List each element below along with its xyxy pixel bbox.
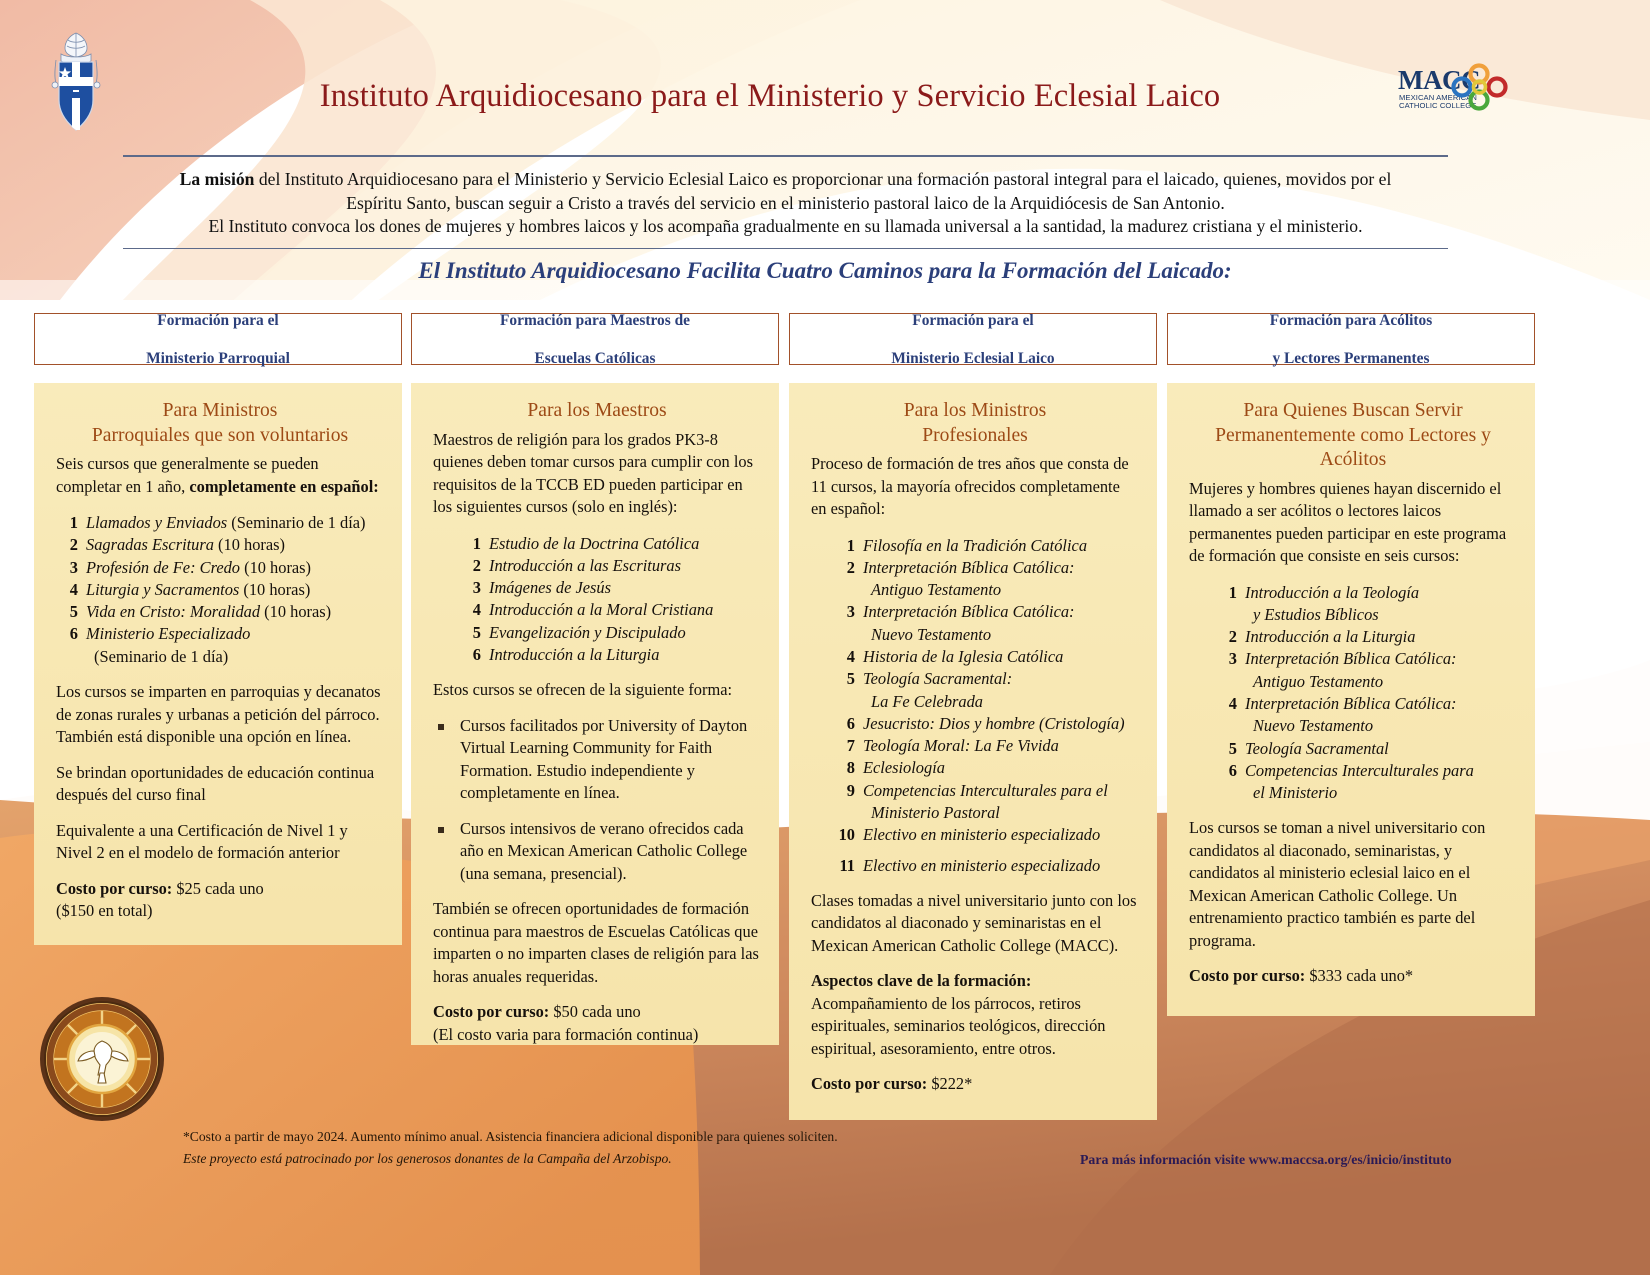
course-title-cont: Ministerio Pastoral: [871, 803, 1000, 823]
list-item: [459, 644, 761, 666]
key-aspects-label: Aspectos clave de la formación:: [811, 971, 1032, 991]
column-header-catholic-school-teachers: [411, 313, 779, 365]
col3-subhead-line1: Para los Ministros: [903, 400, 1047, 421]
col2-course-list: [459, 533, 761, 667]
course-title: Electivo en ministerio especializado: [863, 825, 1101, 845]
column-header-parish-ministry: [34, 313, 402, 365]
course-detail: (10 horas): [239, 579, 311, 599]
mission-line1: del Instituto Arquidiocesano para el Ministerio y Servicio Eclesial Laico es proporcionar una formación pastoral integral para el laicado, quienes, movidos por el: [254, 169, 1392, 189]
col3-subhead-line2: Profesionales: [922, 424, 1028, 446]
col1-cost-note: ($150 en total): [56, 901, 153, 921]
course-number: 6: [69, 624, 78, 644]
col2-bullet-2: Cursos intensivos de verano ofrecidos cada año en Mexican American Catholic College (una semana, presencial).: [433, 818, 761, 886]
cost-value: $50 cada uno: [549, 1002, 641, 1022]
col2-intro: Maestros de religión para los grados PK3-8 quienes deben tomar cursos para cumplir con los requisitos de la TCCB ED pueden participar en los siguientes cursos (solo en inglés):: [433, 429, 753, 516]
course-title: Interpretación Bíblica Católica:: [1245, 649, 1457, 669]
col1-intro-a: Seis cursos que generalmente se pueden completar en 1 año,: [56, 454, 319, 496]
course-detail: (Seminario de 1 día): [227, 513, 366, 532]
course-title: Imágenes de Jesús: [489, 578, 611, 598]
course-detail: (10 horas): [240, 557, 312, 577]
course-title: Vida en Cristo: Moralidad: [86, 602, 261, 622]
list-item: [1215, 738, 1517, 760]
course-title-cont: Antiguo Testamento: [871, 580, 1002, 600]
col3-subhead: [811, 399, 1139, 448]
course-title: Teología Sacramental:: [863, 669, 1013, 689]
course-title-cont: Antiguo Testamento: [1253, 671, 1384, 691]
course-title: Teología Moral: La Fe Vivida: [863, 736, 1059, 756]
col4-header-line2: y Lectores Permanentes: [1272, 349, 1430, 367]
course-number: 2: [846, 557, 855, 577]
course-title-cont: Nuevo Testamento: [1253, 716, 1374, 736]
course-title: Introducción a las Escrituras: [489, 555, 681, 575]
course-number: 2: [1228, 627, 1237, 647]
course-number: 6: [846, 713, 855, 733]
course-number: 4: [69, 579, 78, 599]
course-number: 2: [472, 555, 481, 575]
mission-lead: La misión: [179, 169, 255, 189]
col3-paragraph-1: Clases tomadas a nivel universitario junto con los candidatos al diaconado y seminaristas en el Mexican American Catholic College (MACC).: [811, 890, 1137, 955]
course-title: Interpretación Bíblica Católica:: [1245, 693, 1457, 713]
page-title: Instituto Arquidiocesano para el Ministerio y Servicio Eclesial Laico: [319, 78, 1221, 114]
list-item: [833, 557, 1139, 602]
course-title: Interpretación Bíblica Católica:: [863, 557, 1075, 577]
list-item: [56, 601, 384, 623]
column-body-acolytes-lectors: [1167, 383, 1535, 1016]
list-item: [833, 601, 1139, 646]
course-number: 3: [472, 578, 481, 598]
svg-text:MACC: MACC: [1398, 65, 1480, 95]
col1-paragraph-1: Los cursos se imparten en parroquias y decanatos de zonas rurales y urbanas a petición del párroco. También está disponible una opción en línea.: [56, 682, 381, 747]
col2-paragraph-1: Estos cursos se ofrecen de la siguiente forma:: [433, 680, 733, 700]
cost-label: Costo por curso:: [811, 1074, 928, 1094]
col4-cost: [1189, 965, 1517, 988]
course-number: 1: [472, 533, 481, 553]
course-detail: (10 horas): [260, 602, 332, 622]
list-item: [833, 668, 1139, 713]
course-title: Jesucristo: Dios y hombre (Cristología): [863, 713, 1125, 733]
course-title: Competencias Interculturales para el: [863, 780, 1108, 800]
course-number: 5: [69, 602, 78, 622]
col1-paragraph-2: Se brindan oportunidades de educación continua después del curso final: [56, 762, 375, 805]
course-number: 5: [846, 669, 855, 689]
list-item: [459, 533, 761, 555]
list-item: [56, 579, 384, 601]
course-title: Teología Sacramental: [1245, 738, 1389, 758]
course-title: Liturgia y Sacramentos: [86, 579, 240, 599]
course-number: 4: [1228, 693, 1237, 713]
cost-label: Costo por curso:: [1189, 966, 1306, 986]
col2-cost-note: (El costo varia para formación continua): [433, 1024, 699, 1044]
archdiocese-crest-shield-icon: [43, 30, 109, 134]
list-item: [56, 534, 384, 556]
list-item: [833, 855, 1139, 877]
col1-subhead: [56, 399, 384, 448]
list-item: [833, 824, 1139, 846]
course-number: 6: [1228, 760, 1237, 780]
svg-text:CATHOLIC COLLEGE: CATHOLIC COLLEGE: [1399, 101, 1477, 110]
course-number: 9: [846, 780, 855, 800]
col3-course-list: [833, 535, 1139, 877]
course-number: 3: [1228, 649, 1237, 669]
list-item: [833, 757, 1139, 779]
cost-value: $333 cada uno*: [1305, 966, 1414, 986]
list-item: [833, 780, 1139, 825]
footer-note-line1: *Costo a partir de mayo 2024. Aumento mínimo anual. Asistencia financiera adicional disponible para quienes soliciten.: [183, 1129, 838, 1144]
course-title: Filosofía en la Tradición Católica: [863, 535, 1088, 555]
col1-subhead-line2: Parroquiales que son voluntarios: [91, 424, 349, 446]
col2-header-line2: Escuelas Católicas: [534, 349, 656, 367]
column-body-lay-ecclesial-ministry: [789, 383, 1157, 1120]
course-title: Ministerio Especializado: [86, 624, 251, 644]
footer-notes: [183, 1126, 1063, 1170]
course-number: 5: [1228, 738, 1237, 758]
course-detail-cont: (Seminario de 1 día): [94, 646, 229, 666]
course-number: 10: [838, 825, 855, 845]
course-title: Interpretación Bíblica Católica:: [863, 602, 1075, 622]
column-header-lay-ecclesial-ministry: [789, 313, 1157, 365]
col4-paragraph-1: Los cursos se toman a nivel universitario con candidatos al diaconado, seminaristas, y candidatos al ministerio eclesial laico en el Mexican American Catholic College. Un entrenamiento practico también es parte del programa.: [1189, 818, 1486, 950]
list-item: [459, 555, 761, 577]
course-title-cont: el Ministerio: [1253, 783, 1338, 803]
col2-subhead: [433, 399, 761, 424]
list-item: [833, 646, 1139, 668]
course-detail: (10 horas): [213, 535, 285, 555]
column-body-parish-ministry: [34, 383, 402, 945]
list-item: [56, 557, 384, 579]
col1-course-list: [56, 512, 384, 668]
course-title: Eclesiología: [863, 758, 945, 778]
col3-header-line1: Formación para el: [912, 311, 1034, 329]
mission-statement-block: [123, 155, 1448, 249]
col1-cost: [56, 878, 384, 901]
divider-bottom: [123, 248, 1448, 250]
list-item: [459, 622, 761, 644]
course-number: 11: [839, 855, 855, 875]
course-title: Llamados y Enviados: [86, 513, 228, 532]
list-item: [1215, 582, 1517, 627]
course-number: 4: [846, 646, 855, 666]
column-body-catholic-school-teachers: [411, 383, 779, 1045]
cost-label: Costo por curso:: [56, 878, 173, 898]
course-number: 1: [69, 513, 78, 532]
course-title-cont: Nuevo Testamento: [871, 624, 992, 644]
list-item: [833, 735, 1139, 757]
holy-spirit-dove-medallion-icon: [38, 995, 166, 1123]
key-aspects-text: Acompañamiento de los párrocos, retiros espirituales, seminarios teológicos, dirección espiritual, asesoramiento, entre otros.: [811, 993, 1106, 1058]
course-title: Electivo en ministerio especializado: [863, 855, 1101, 875]
col4-subhead-line1: Para Quienes Buscan Servir: [1243, 400, 1463, 421]
list-item: [1215, 693, 1517, 738]
course-title: Competencias Interculturales para: [1245, 760, 1474, 780]
course-title: Estudio de la Doctrina Católica: [489, 533, 700, 553]
course-title: Profesión de Fe: Credo: [86, 557, 241, 577]
course-number: 5: [472, 622, 481, 642]
col4-header-line1: Formación para Acólitos: [1269, 311, 1433, 329]
course-number: 2: [69, 535, 78, 555]
col2-bullet-1: Cursos facilitados por University of Dayton Virtual Learning Community for Faith Formation. Estudio independiente y completamente en línea.: [433, 715, 761, 805]
list-item: [56, 623, 384, 668]
list-item: [1215, 760, 1517, 805]
col4-course-list: [1215, 582, 1517, 805]
col3-header-line2: Ministerio Eclesial Laico: [891, 349, 1055, 367]
course-title-cont: La Fe Celebrada: [871, 691, 983, 711]
course-number: 1: [846, 535, 855, 555]
footer-note-line2: Este proyecto está patrocinado por los generosos donantes de la Campaña del Arzobispo.: [183, 1151, 672, 1166]
col2-paragraph-2: También se ofrecen oportunidades de formación continua para maestros de Escuelas Católicas que imparten o no imparten clases de religión para las horas anuales requeridas.: [433, 899, 759, 986]
col4-subhead-line2: Permanentemente como Lectores y: [1215, 424, 1491, 446]
course-title: Sagradas Escritura: [86, 535, 214, 555]
mission-text: [123, 157, 1448, 248]
cost-value: $25 cada uno: [172, 878, 264, 898]
course-number: 7: [846, 736, 855, 756]
cost-value: $222*: [927, 1074, 973, 1094]
column-header-acolytes-lectors: [1167, 313, 1535, 365]
col2-subhead-line1: Para los Maestros: [527, 400, 667, 421]
course-number: 6: [472, 644, 481, 664]
mission-line3: El Instituto convoca los dones de mujeres y hombres laicos y los acompaña gradualmente en su llamada universal a la santidad, la madurez cristiana y el ministerio.: [208, 216, 1363, 236]
course-number: 8: [846, 758, 855, 778]
col1-header-line2: Ministerio Parroquial: [146, 349, 290, 367]
col1-header-line1: Formación para el: [157, 311, 279, 329]
section-subtitle: El Instituto Arquidiocesano Facilita Cuatro Caminos para la Formación del Laicado:: [418, 258, 1232, 283]
col1-paragraph-3: Equivalente a una Certificación de Nivel 1 y Nivel 2 en el modelo de formación anterior: [56, 820, 348, 863]
course-number: 4: [472, 600, 481, 620]
list-item: [459, 599, 761, 621]
course-title: Historia de la Iglesia Católica: [863, 646, 1064, 666]
col1-intro-b: completamente en español:: [189, 476, 379, 496]
list-item: [56, 512, 384, 534]
col4-intro: Mujeres y hombres quienes hayan discernido el llamado a ser acólitos o lectores laicos permanentes pueden participar en este programa de formación que consiste en seis cursos:: [1189, 478, 1507, 565]
list-item: [1215, 648, 1517, 693]
mission-line2: Espíritu Santo, buscan seguir a Cristo a través del servicio en el ministerio pastoral laico de la Arquidiócesis de San Antonio.: [346, 192, 1225, 213]
col3-cost: [811, 1073, 1139, 1096]
course-number: 3: [69, 557, 78, 577]
col3-intro: Proceso de formación de tres años que consta de 11 cursos, la mayoría ofrecidos completamente en español:: [811, 454, 1129, 518]
list-item: [833, 535, 1139, 557]
course-title: Introducción a la Moral Cristiana: [489, 600, 714, 620]
page-header: [0, 0, 1650, 148]
col4-subhead-line3: Acólitos: [1319, 449, 1387, 470]
course-title: Introducción a la Liturgia: [489, 644, 660, 664]
macc-logo: [1396, 62, 1512, 114]
cost-label: Costo por curso:: [433, 1002, 550, 1022]
col3-key-aspects: [811, 970, 1139, 1060]
col1-subhead-line1: Para Ministros: [162, 400, 278, 421]
col4-subhead: [1189, 399, 1517, 473]
course-title-cont: y Estudios Bíblicos: [1253, 604, 1379, 624]
more-info-link[interactable]: Para más información visite www.maccsa.org/es/inicio/instituto: [1080, 1152, 1452, 1167]
list-item: [1215, 626, 1517, 648]
course-number: 1: [1228, 582, 1237, 602]
svg-text:MEXICAN AMERICAN: MEXICAN AMERICAN: [1399, 93, 1477, 102]
course-title: Introducción a la Liturgia: [1245, 627, 1416, 647]
list-item: [459, 577, 761, 599]
course-number: 3: [846, 602, 855, 622]
col1-intro: [56, 453, 384, 498]
course-title: Evangelización y Discipulado: [489, 622, 686, 642]
col2-cost: [433, 1001, 761, 1024]
list-item: [833, 713, 1139, 735]
course-title: Introducción a la Teología: [1245, 582, 1420, 602]
col2-header-line1: Formación para Maestros de: [500, 311, 690, 329]
